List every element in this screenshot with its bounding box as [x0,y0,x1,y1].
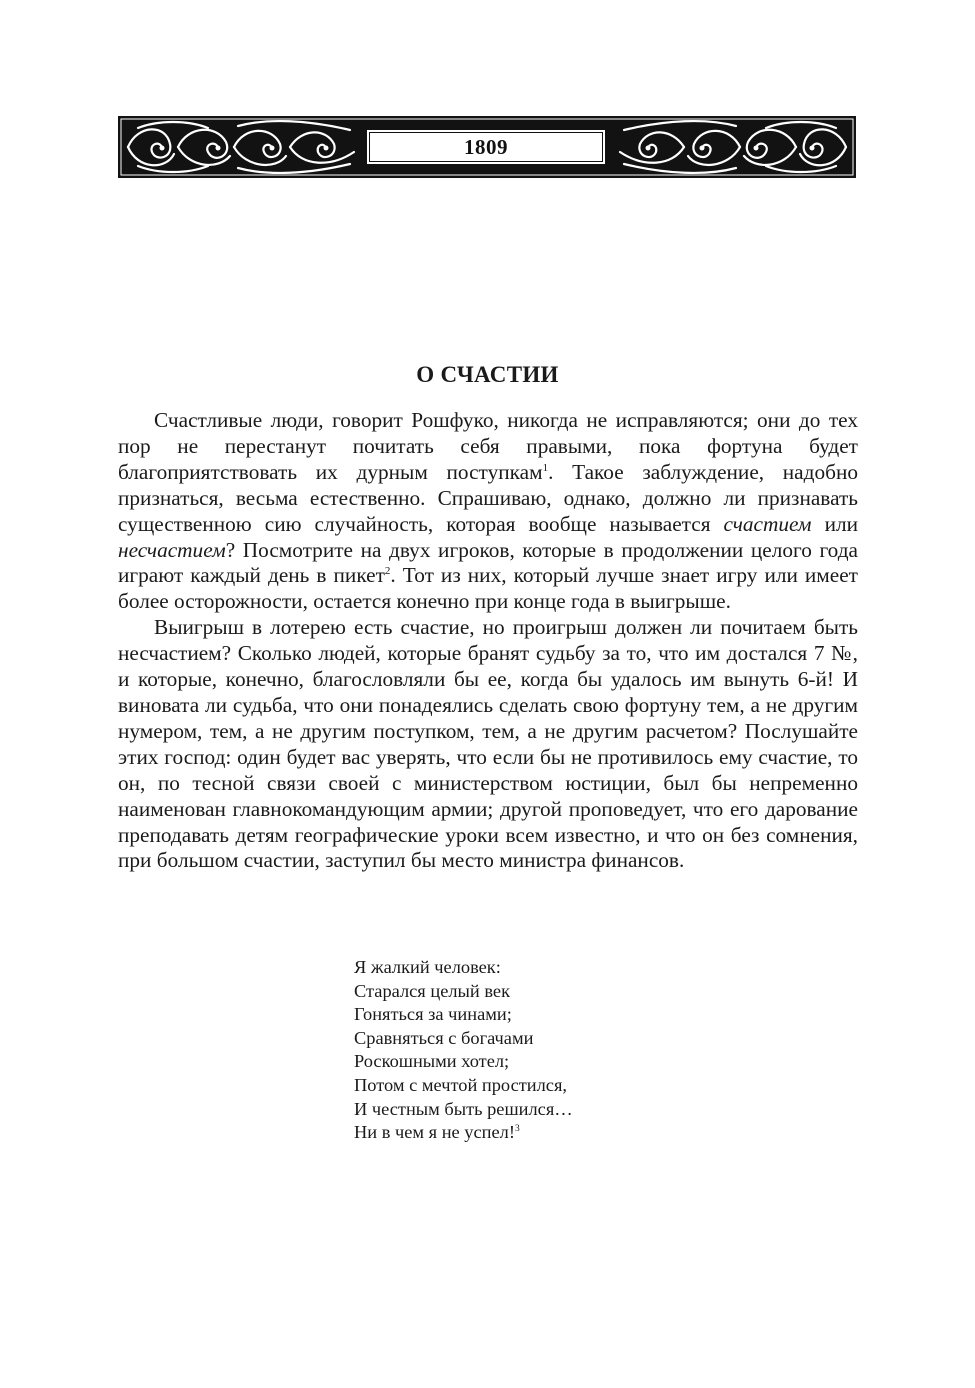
poem-line-text: Ни в чем я не успел! [354,1122,515,1143]
p1-text-c: или [811,511,858,536]
poem [354,956,573,1145]
poem-line: Роскошными хотел; [354,1051,510,1072]
poem-line: Гоняться за чинами; [354,1004,512,1025]
header-ornament-banner [118,116,856,178]
paragraph-1 [118,408,858,615]
article-body [118,408,858,874]
paragraph-2: Выигрыш в лотерею есть счастие, но проигрыш должен ли почитаем быть несчастием? Сколько людей, которые бранят судьбу за то, что им достался 7 №, и которые, конечно, благословляли бы ее, когда бы удалось им вынуть 6-й! И виновата ли судьба, что они понадеялись сделать свою фортуну тем, а не другим нумером, тем, а не другим поступком, тем, а не другим расчетом? Послушайте этих господ: один будет вас уверять, что если бы не противилось ему счастие, то он, по тесной связи своей с министерством юстиции, был бы непременно наименован главнокомандующим армии; другой проповедует, что его дарование преподавать детям географические уроки всем известно, и что он без сомнения, при большом счастии, заступил бы место министра финансов. [118,615,858,873]
p1-emphasis-1: счастием [723,511,812,536]
poem-last-line [354,1121,573,1145]
p1-text-d: ? Посмотрите на двух игроков, которые в продолжении целого года играют каждый день в пикет [118,537,858,588]
article-title: О СЧАСТИИ [416,362,559,387]
poem-line: И честным быть решился… [354,1098,573,1119]
footnote-ref-1: 1 [542,461,549,474]
poem-line: Старался целый век [354,980,511,1001]
poem-line: Сравняться с богачами [354,1027,534,1048]
p1-text-b: . Такое заблуждение, надобно признаться, весьма естественно. Спрашиваю, однако, должно ли признавать существенною сию случайность, которая вообще называется [118,459,859,536]
footnote-ref-2: 2 [384,565,391,578]
p1-emphasis-2: несчастием [118,537,226,562]
footnote-ref-3: 3 [514,1124,520,1135]
year-frame [360,123,612,171]
year-label: 1809 [464,134,508,159]
poem-line: Я жалкий человек: [354,957,501,977]
poem-line: Потом с мечтой простился, [354,1074,568,1095]
p1-text-a: Счастливые люди, говорит Рошфуко, никогда не исправляются; они до тех пор не перестанут почитать себя правыми, пока фортуна будет благоприятствовать их дурным поступкам [118,408,858,484]
p1-text-e: . Тот из них, который лучше знает игру или имеет более осторожности, остается конечно при конце года в выигрыше. [118,563,858,614]
year-frame-inner [365,128,607,166]
